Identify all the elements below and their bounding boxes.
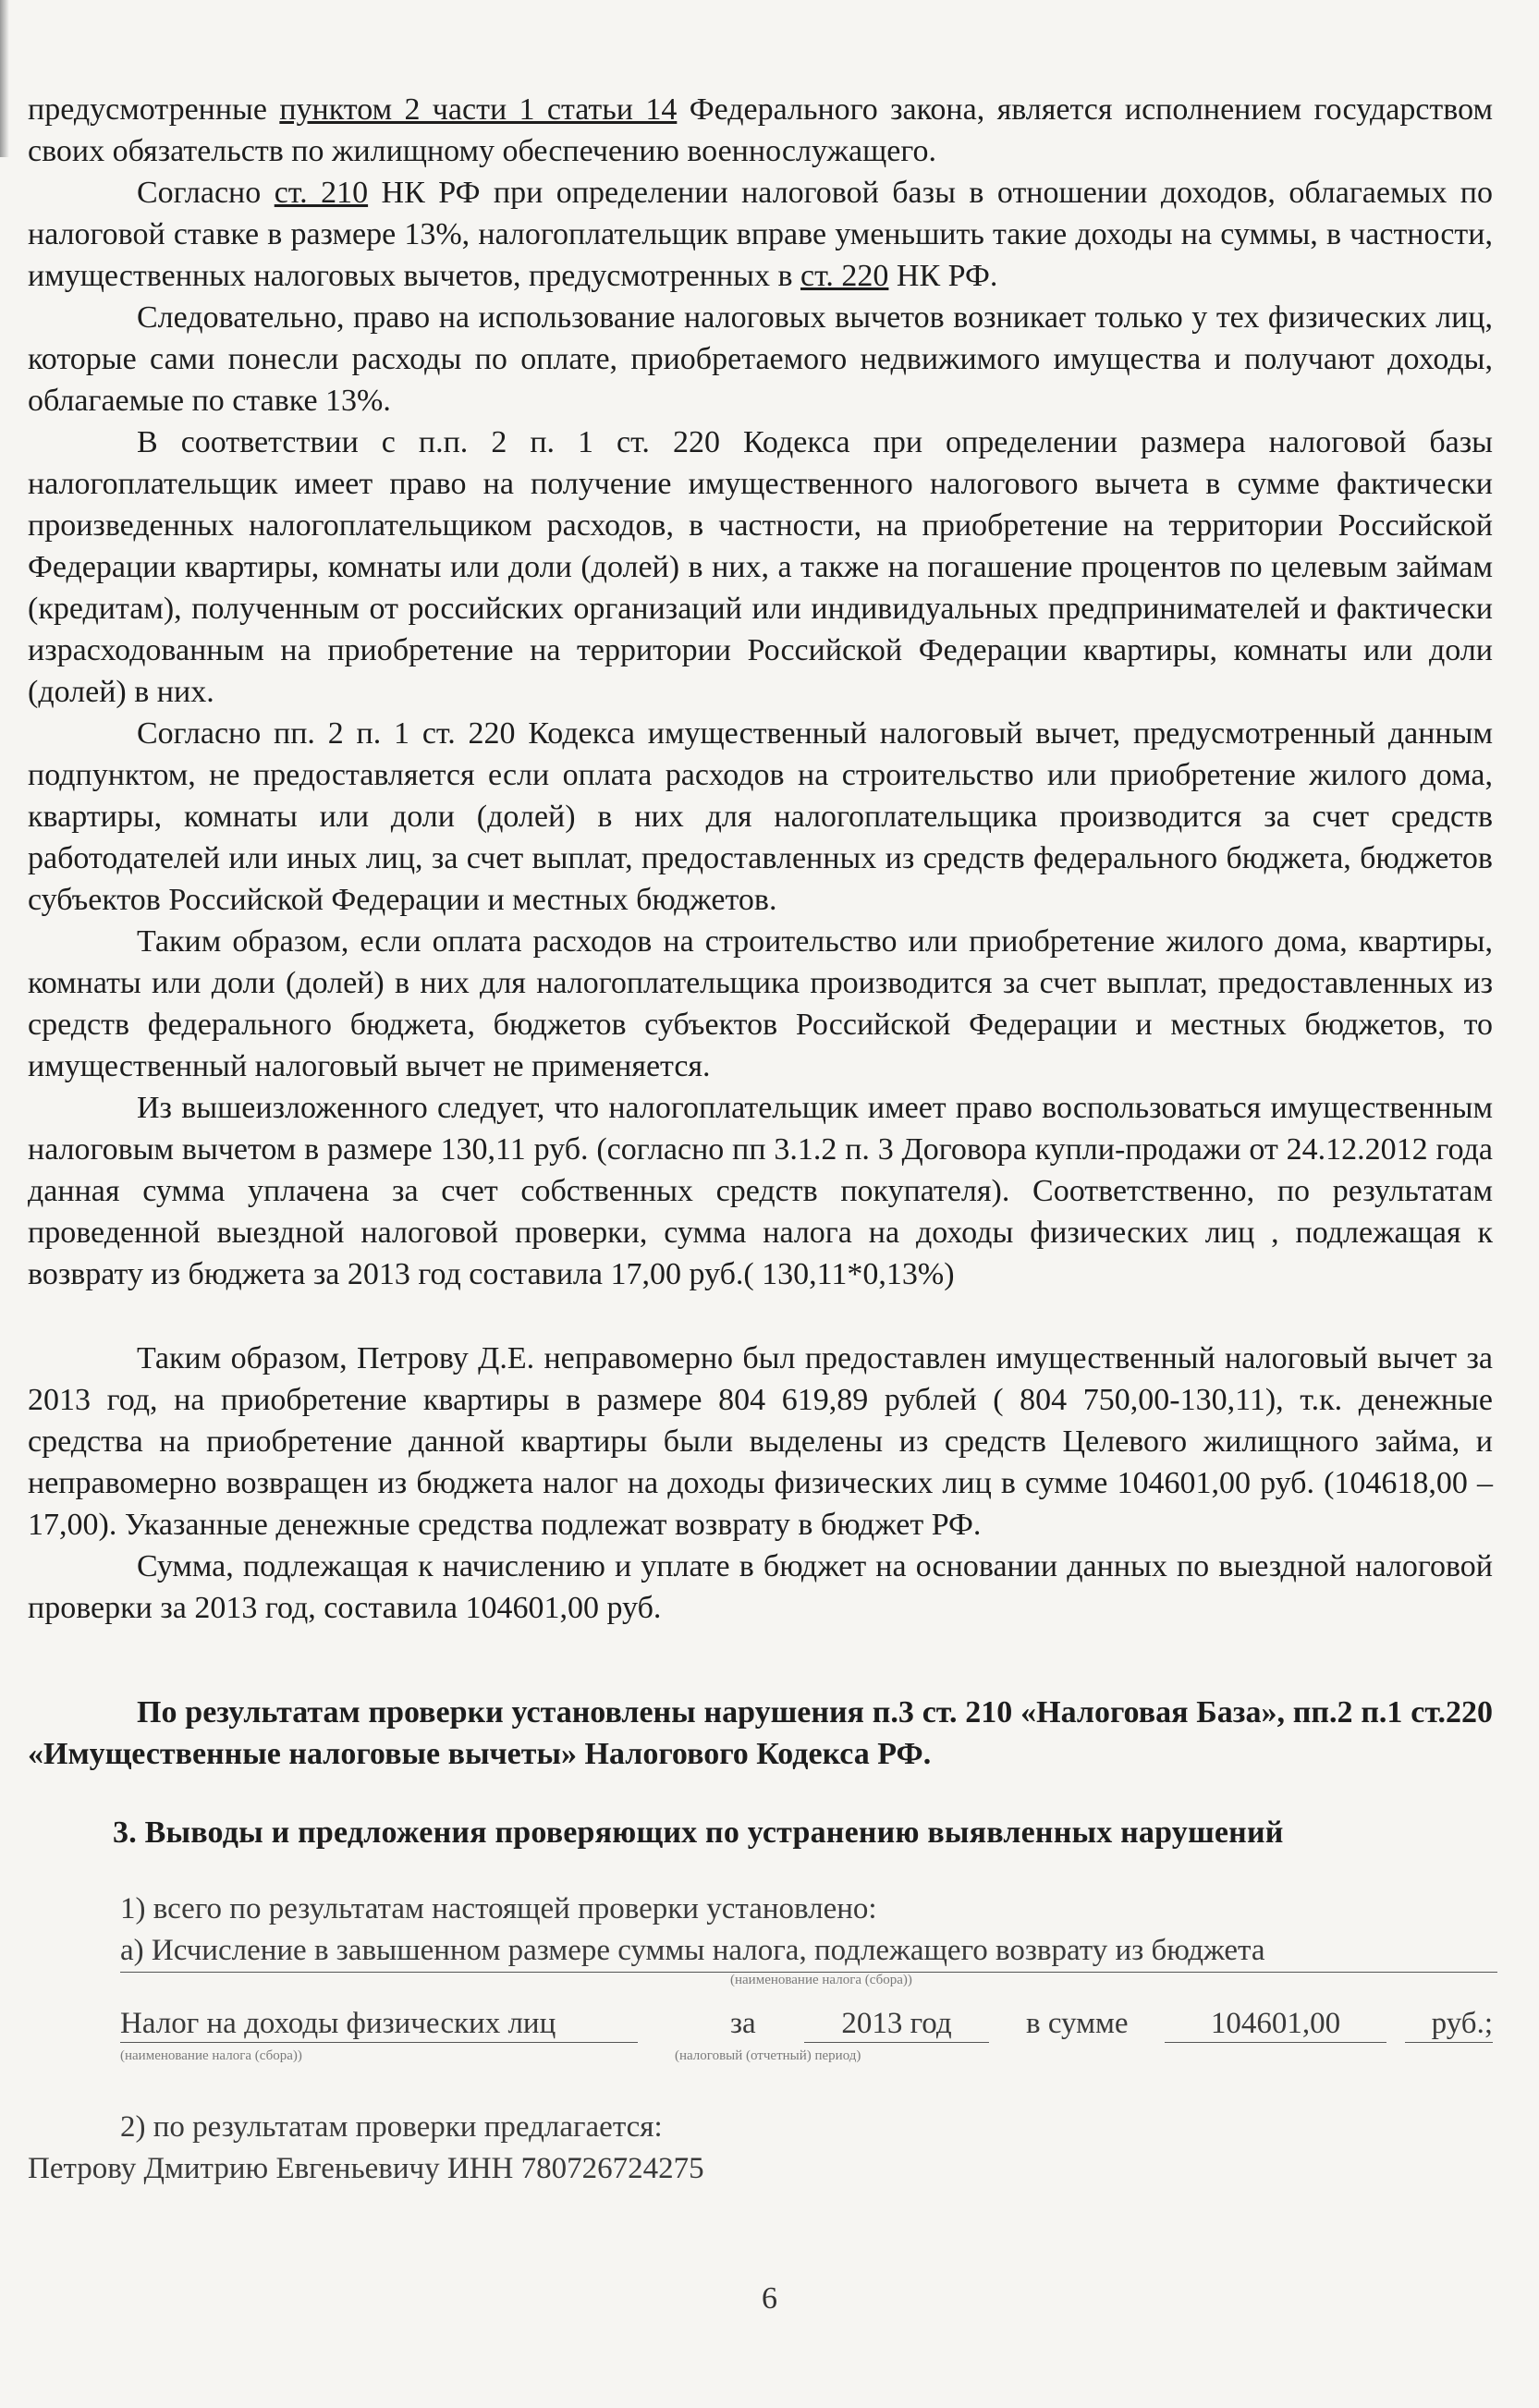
paragraph-text: предусмотренные xyxy=(28,92,280,127)
paragraph xyxy=(28,1338,1493,1546)
section-3-heading: 3. Выводы и предложения проверяющих по устранению выявленных нарушений xyxy=(113,1815,1284,1850)
document-body xyxy=(28,89,1493,2190)
paragraph xyxy=(28,422,1493,713)
paragraph-text: Сумма, подлежащая к начислению и уплате в бюджет на основании данных по выездной налоговой проверки за 2013 год, составила 104601,00 руб. xyxy=(28,1549,1493,1625)
tax-name-value: Налог на доходы физических лиц xyxy=(120,2005,638,2043)
paragraph xyxy=(28,713,1493,921)
form-item-1: 1) всего по результатам настоящей проверки установлено: xyxy=(120,1892,877,1925)
paragraph xyxy=(28,1546,1493,1629)
person-line: Петрову Дмитрию Евгеньевичу ИНН 780726724275 xyxy=(28,2152,704,2185)
findings-statement: По результатам проверки установлены нарушения п.3 ст. 210 «Налоговая База», пп.2 п.1 ст.220 «Имущественные налоговые вычеты» Налогового Кодекса РФ. xyxy=(28,1695,1493,1771)
paragraph xyxy=(28,1087,1493,1295)
period-value: 2013 год xyxy=(804,2005,989,2043)
paragraph xyxy=(28,297,1493,422)
caption-period: (налоговый (отчетный) период) xyxy=(675,2048,861,2063)
form-fill-row xyxy=(28,2005,1493,2070)
law-reference: ст. 210 xyxy=(274,176,369,210)
paragraph-text: Таким образом, если оплата расходов на строительство или приобретение жилого дома, квартиры, комнаты или доли (долей) в них для налогоплательщика производится за счет выплат, предоставленных из средств федерального бюджета, бюджетов субъектов Российской Федерации и местных бюджетов, то имущественный налоговый вычет не применяется. xyxy=(28,924,1493,1083)
label-for: за xyxy=(730,2007,756,2040)
form-item-2: 2) по результатам проверки предлагается: xyxy=(120,2110,663,2144)
law-reference: ст. 220 xyxy=(800,259,889,293)
label-in-amount: в сумме xyxy=(1026,2007,1129,2040)
paragraph-text: Согласно xyxy=(137,176,275,210)
paragraph-text: Федерального закона, является исполнением государством своих обязательств по жилищному обеспечению военнослужащего. xyxy=(28,92,1493,168)
caption-tax-name-left: (наименование налога (сбора)) xyxy=(120,2048,302,2063)
form-item-1a-line xyxy=(28,1930,1493,1972)
paragraph-text: НК РФ при определении налоговой базы в отношении доходов, облагаемых по налоговой ставке в размере 13%, налогоплательщик вправе уменьшить такие доходы на суммы, в частности, имущественных налоговых вычетов, предусмотренных в xyxy=(28,176,1493,293)
amount-value: 104601,00 xyxy=(1165,2005,1386,2043)
scan-edge-shadow xyxy=(0,0,9,157)
paragraph-text: НК РФ. xyxy=(888,259,998,293)
paragraph-text: Согласно пп. 2 п. 1 ст. 220 Кодекса имущественный налоговый вычет, предусмотренный данным подпунктом, не предоставляется если оплата расходов на строительство или приобретение жилого дома, квартиры, комнаты или доли (долей) в них для налогоплательщика производится за счет средств работодателей или иных лиц, за счет выплат, предоставленных из средств федерального бюджета, бюджетов субъектов Российской Федерации и местных бюджетов. xyxy=(28,716,1493,917)
currency-label: руб.; xyxy=(1405,2005,1493,2043)
paragraph xyxy=(28,172,1493,297)
paragraph xyxy=(28,89,1493,172)
law-reference: пунктом 2 части 1 статьи 14 xyxy=(279,92,678,127)
paragraph-text: Таким образом, Петрову Д.Е. неправомерно был предоставлен имущественный налоговый вычет за 2013 год, на приобретение квартиры в размере 804 619,89 рублей ( 804 750,00-130,11), т.к. денежные средства на приобретение данной квартиры были выделены из средств Целевого жилищного займа, и неправомерно возвращен из бюджета налог на доходы физических лиц в сумме 104601,00 руб. (104618,00 – 17,00). Указанные денежные средства подлежат возврату в бюджет РФ. xyxy=(28,1341,1493,1542)
findings-form xyxy=(28,1889,1493,2190)
paragraph xyxy=(28,921,1493,1087)
form-caption-row xyxy=(28,1972,1493,1990)
page-number: 6 xyxy=(762,2281,777,2316)
paragraph-text: Следовательно, право на использование налоговых вычетов возникает только у тех физических лиц, которые сами понесли расходы по оплате, приобретаемого недвижимого имущества и получают доходы, облагаемые по ставке 13%. xyxy=(28,300,1493,418)
paragraph-list xyxy=(28,89,1493,1629)
paragraph-text: В соответствии с п.п. 2 п. 1 ст. 220 Кодекса при определении размера налоговой базы налогоплательщик имеет право на получение имущественного налогового вычета в сумме фактически произведенных налогоплательщиком расходов, в частности, на приобретение на территории Российской Федерации квартиры, комнаты или доли (долей) в них, а также на погашение процентов по целевым займам (кредитам), полученным от российских организаций или индивидуальных предпринимателей и фактически израсходованным на приобретение на территории Российской Федерации квартиры, комнаты или доли (долей) в них. xyxy=(28,425,1493,709)
form-item-1a: а) Исчисление в завышенном размере суммы налога, подлежащего возврату из бюджета xyxy=(120,1930,1497,1973)
paragraph-text: Из вышеизложенного следует, что налогоплательщик имеет право воспользоваться имущественным налоговым вычетом в размере 130,11 руб. (согласно пп 3.1.2 п. 3 Договора купли-продажи от 24.12.2012 года данная сумма уплачена за счет собственных средств покупателя). Соответственно, по результатам проведенной выездной налоговой проверки, сумма налога на доходы физических лиц , подлежащая к возврату из бюджета за 2013 год составила 17,00 руб.( 130,11*0,13%) xyxy=(28,1091,1493,1291)
caption-tax-name: (наименование налога (сбора)) xyxy=(730,1973,912,1987)
